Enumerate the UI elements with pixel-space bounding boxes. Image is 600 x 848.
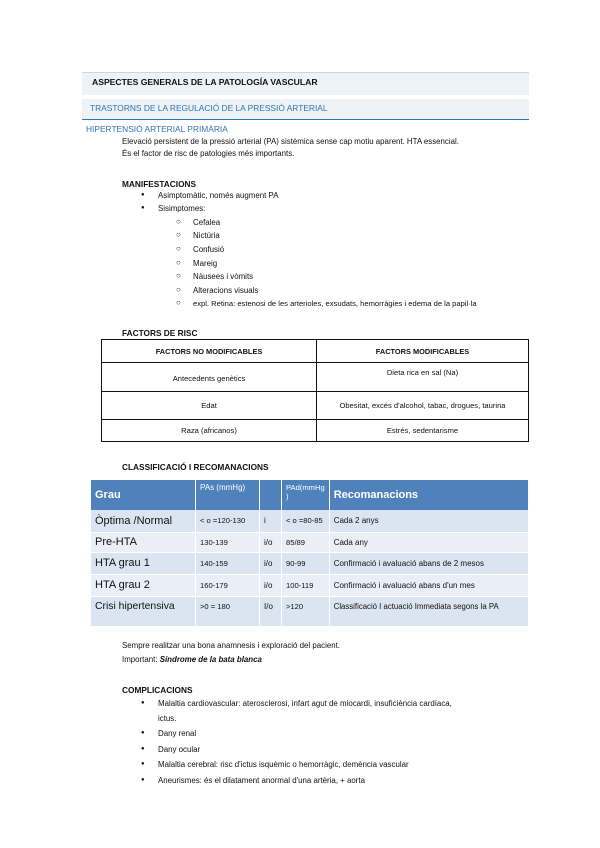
complicacions-item-cont: ictus.: [158, 714, 177, 723]
cls-cell: < o =120-130: [196, 510, 260, 532]
cls-cell: I/o: [260, 596, 282, 626]
cls-cell: 160-179: [196, 574, 260, 596]
manifestacions-subitem: ○ Alteracions visuals: [193, 286, 258, 295]
complicacions-item: ● Malaltia cerebral: risc d'ictus isquèmic o hemorràgic, demència vascular: [158, 760, 409, 769]
complicacions-item: ● Dany ocular: [158, 745, 200, 754]
intro-line2: És el factor de risc de patologies més importants.: [122, 149, 295, 158]
cls-cell: 140-159: [196, 552, 260, 574]
heading1: ASPECTES GENERALS DE LA PATOLOGÍA VASCULAR: [92, 77, 318, 87]
risk-cell: Obesitat, excés d'alcohol, tabac, drogues, taurina: [317, 392, 529, 420]
cls-cell: 130-139: [196, 532, 260, 552]
classificacio-title: CLASSIFICACIÓ I RECOMANACIONS: [122, 462, 269, 472]
manifestacions-subitem: ○ Confusió: [193, 245, 224, 254]
cls-cell: 85/89: [282, 532, 330, 552]
manifestacions-item: ● Sisimptomes:: [158, 204, 205, 213]
intro-line1: Elevació persistent de la pressió arterial (PA) sistèmica sense cap motiu aparent. HTA essencial.: [122, 137, 459, 146]
cls-cell: i/o: [260, 574, 282, 596]
cls-cell: Cada 2 anys: [329, 510, 528, 532]
cls-header: PAs (mmHg): [196, 480, 260, 510]
manifestacions-subitem: ○ Cefalea: [193, 218, 220, 227]
note-important-label: Important:: [122, 655, 160, 664]
heading2: TRASTORNS DE LA REGULACIÓ DE LA PRESSIÓ ARTERIAL: [90, 103, 328, 113]
cls-cell: i: [260, 510, 282, 532]
cls-cell: Òptima /Normal: [91, 510, 196, 532]
cls-cell: Pre-HTA: [91, 532, 196, 552]
cls-cell: < o =80-85: [282, 510, 330, 532]
manifestacions-title: MANIFESTACIONS: [122, 179, 197, 189]
cls-header: [260, 480, 282, 510]
cls-header: Recomanacions: [329, 480, 528, 510]
risk-cell: Raza (africanos): [102, 420, 317, 442]
heading3: HIPERTENSIÓ ARTERIAL PRIMÀRIA: [86, 124, 228, 134]
cls-cell: Confirmació i avaluació abans de 2 mesos: [329, 552, 528, 574]
risk-cell: Estrés, sedentarisme: [317, 420, 529, 442]
cls-header: Grau: [91, 480, 196, 510]
manifestacions-subitem: ○ Mareig: [193, 259, 217, 268]
cls-cell: Crisi hipertensiva: [91, 596, 196, 626]
manifestacions-subitem: ○ Nictúria: [193, 231, 220, 240]
note-important-value: Síndrome de la bata blanca: [159, 655, 262, 664]
cls-cell: Cada any: [329, 532, 528, 552]
risk-cell: Edat: [102, 392, 317, 420]
cls-cell: i/o: [260, 532, 282, 552]
note-important: [122, 654, 262, 666]
risk-cell: Dieta rica en sal (Na): [317, 363, 529, 392]
risk-cell: Antecedents genètics: [102, 363, 317, 392]
cls-cell: 90-99: [282, 552, 330, 574]
cls-cell: i/o: [260, 552, 282, 574]
cls-cell: >120: [282, 596, 330, 626]
manifestacions-subitem: ○ expl. Retina: estenosi de les arterioles, exsudats, hemorràgies i edema de la papil·la: [193, 299, 477, 308]
complicacions-item: ● Dany renal: [158, 729, 196, 738]
cls-cell: HTA grau 1: [91, 552, 196, 574]
cls-header: PAd(mmHg ): [282, 480, 330, 510]
cls-cell: HTA grau 2: [91, 574, 196, 596]
cls-cell: 100-119: [282, 574, 330, 596]
cls-cell: >0 = 180: [196, 596, 260, 626]
cls-cell: Classificació I actuació Immediata segons la PA: [329, 596, 528, 626]
cls-cell: Confirmació i avaluació abans d'un mes: [329, 574, 528, 596]
manifestacions-subitem: ○ Nàusees i vòmits: [193, 272, 253, 281]
risk-header: FACTORS NO MODIFICABLES: [102, 340, 317, 363]
note-line1: Sempre realitzar una bona anamnesis i exploració del pacient.: [122, 641, 340, 650]
complicacions-title: COMPLICACIONS: [122, 685, 193, 695]
complicacions-item: ● Malaltia cardiovascular: aterosclerosi, infart agut de miocardi, insuficiència cardíaca,: [158, 699, 452, 708]
risk-header: FACTORS MODIFICABLES: [317, 340, 529, 363]
risc-title: FACTORS DE RISC: [122, 328, 198, 338]
manifestacions-item: ● Asimptomàtic, només augment PA: [158, 191, 278, 200]
classification-table: [91, 480, 529, 627]
complicacions-item: ● Aneurismes: és el dilatament anormal d'una artèria, + aorta: [158, 776, 365, 785]
risk-factors-table: [101, 339, 529, 442]
